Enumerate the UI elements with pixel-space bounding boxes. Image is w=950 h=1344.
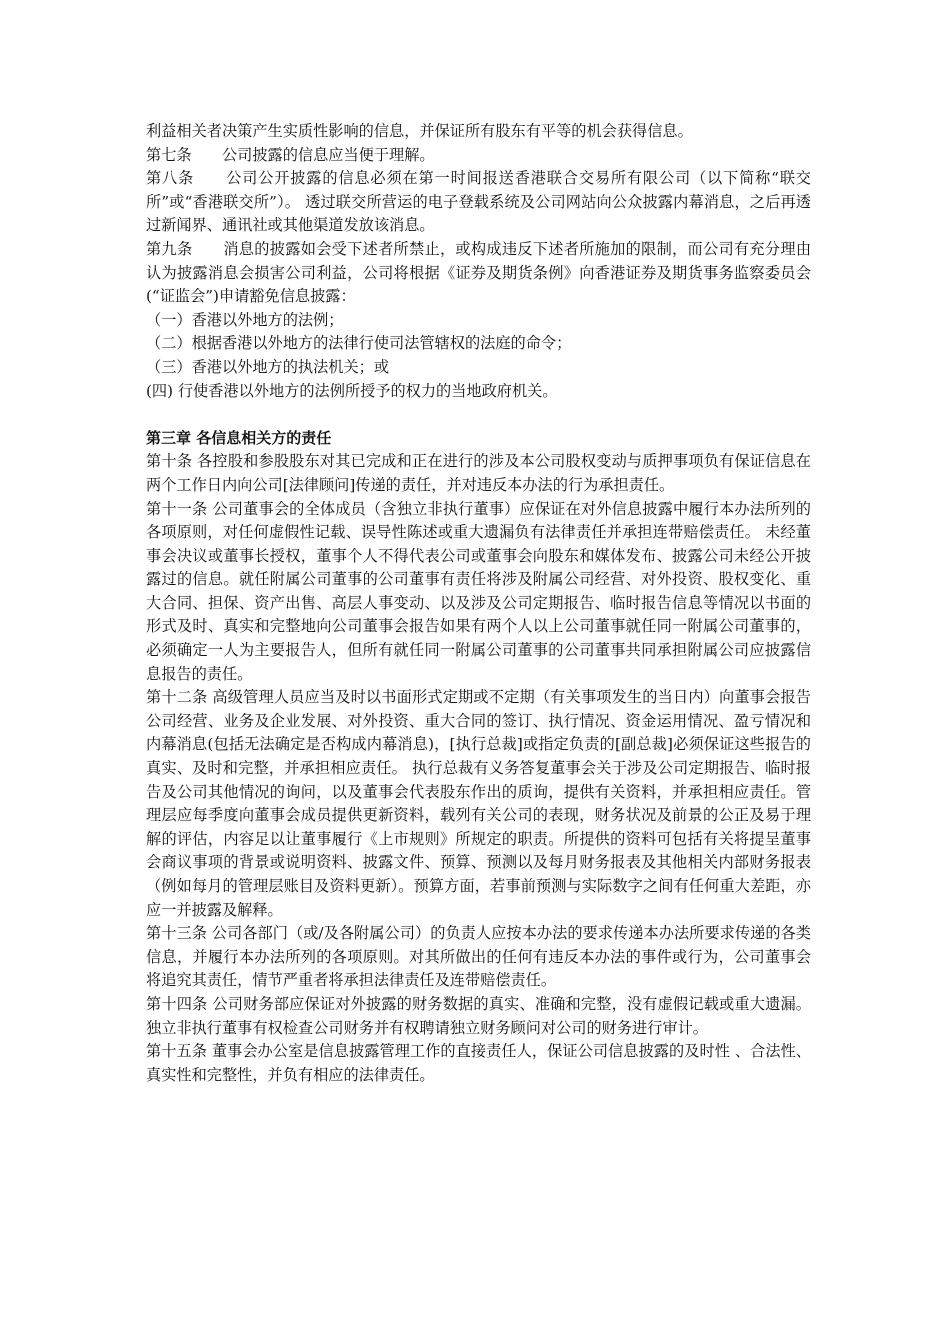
list-item: （一）香港以外地方的法例； — [146, 310, 344, 329]
article-10: 第十条 各控股和参股股东对其已完成和正在进行的涉及本公司股权变动与质押事项负有保证信息在两个工作日内向公司[法律顾问]传递的责任，并对违反本办法的行为承担责任。 — [146, 452, 811, 494]
paragraph-continuation: 利益相关者决策产生实质性影响的信息，并保证所有股东有平等的机会获得信息。 — [146, 122, 693, 140]
article-15: 第十五条 董事会办公室是信息披露管理工作的直接责任人，保证公司信息披露的及时性 、合法性、真实性和完整性，并负有相应的法律责任。 — [146, 1042, 811, 1084]
list-item: (四) 行使香港以外地方的法例所授予的权力的当地政府机关。 — [146, 381, 558, 400]
chapter-title: 第三章 各信息相关方的责任 — [146, 428, 332, 447]
document-page — [146, 120, 811, 1087]
list-item: （二）根据香港以外地方的法律行使司法管辖权的法庭的命令； — [146, 334, 572, 353]
article-8: 第八条 公司公开披露的信息必须在第一时间报送香港联合交易所有限公司（以下简称“联交所”或“香港联交所”）。 透过联交所营运的电子登载系统及公司网站向公众披露内幕消息，之后再透过新闻界、通讯社或其他渠道发放该消息。 — [146, 169, 811, 235]
article-12: 第十二条 高级管理人员应当及时以书面形式定期或不定期（有关事项发生的当日内）向董事会报告公司经营、业务及企业发展、对外投资、重大合同的签订、执行情况、资金运用情况、盈亏情况和内幕消息(包括无法确定是否构成内幕消息)，[执行总裁]或指定负责的[副总裁]必须保证这些报告的真实、及时和完整，并承担相应责任。 执行总裁有义务答复董事会关于涉及公司定期报告、临时报告及公司其他情况的询问，以及董事会代表股东作出的质询，提供有关资料，并承担相应责任。管理层应每季度向董事会成员提供更新资料，载列有关公司的表现，财务状况及前景的公正及易于理解的评估，内容足以让董事履行《上市规则》所规定的职责。所提供的资料可包括有关将提呈董事会商议事项的背景或说明资料、披露文件、预算、预测以及每月财务报表及其他相关内部财务报表（例如每月的管理层账目及资料更新）。预算方面，若事前预测与实际数字之间有任何重大差距，亦应一并披露及解释。 — [146, 688, 811, 919]
section-gap — [146, 403, 811, 427]
article-9: 第九条 消息的披露如会受下述者所禁止，或构成违反下述者所施加的限制，而公司有充分理由认为披露消息会损害公司利益，公司将根据《证券及期货条例》向香港证券及期货事务监察委员会(“证监会”)申请豁免信息披露： — [146, 239, 811, 306]
list-item: （三）香港以外地方的执法机关；或 — [146, 357, 389, 376]
article-11: 第十一条 公司董事会的全体成员（含独立非执行董事）应保证在对外信息披露中履行本办法所列的各项原则，对任何虚假性记载、误导性陈述或重大遗漏负有法律责任并承担连带赔偿责任。 未经董事会决议或董事长授权，董事个人不得代表公司或董事会向股东和媒体发布、披露公司未经公开披露过的信息。就任附属公司董事的公司董事有责任将涉及附属公司经营、对外投资、股权变化、重大合同、担保、资产出售、高层人事变动、以及涉及公司定期报告、临时报告信息等情况以书面的形式及时、真实和完整地向公司董事会报告如果有两个人以上公司董事就任同一附属公司董事的，必须确定一人为主要报告人，但所有就任同一附属公司董事的公司董事共同承担附属公司应披露信息报告的责任。 — [146, 499, 811, 683]
article-14: 第十四条 公司财务部应保证对外披露的财务数据的真实、准确和完整，没有虚假记载或重大遗漏。独立非执行董事有权检查公司财务并有权聘请独立财务顾问对公司的财务进行审计。 — [146, 994, 811, 1037]
article-13: 第十三条 公司各部门（或/及各附属公司）的负责人应按本办法的要求传递本办法所要求传递的各类信息，并履行本办法所列的各项原则。对其所做出的任何有违反本办法的事件或行为，公司董事会将追究其责任，情节严重者将承担法律责任及连带赔偿责任。 — [146, 924, 811, 990]
article-7: 第七条 公司披露的信息应当便于理解。 — [146, 145, 435, 164]
